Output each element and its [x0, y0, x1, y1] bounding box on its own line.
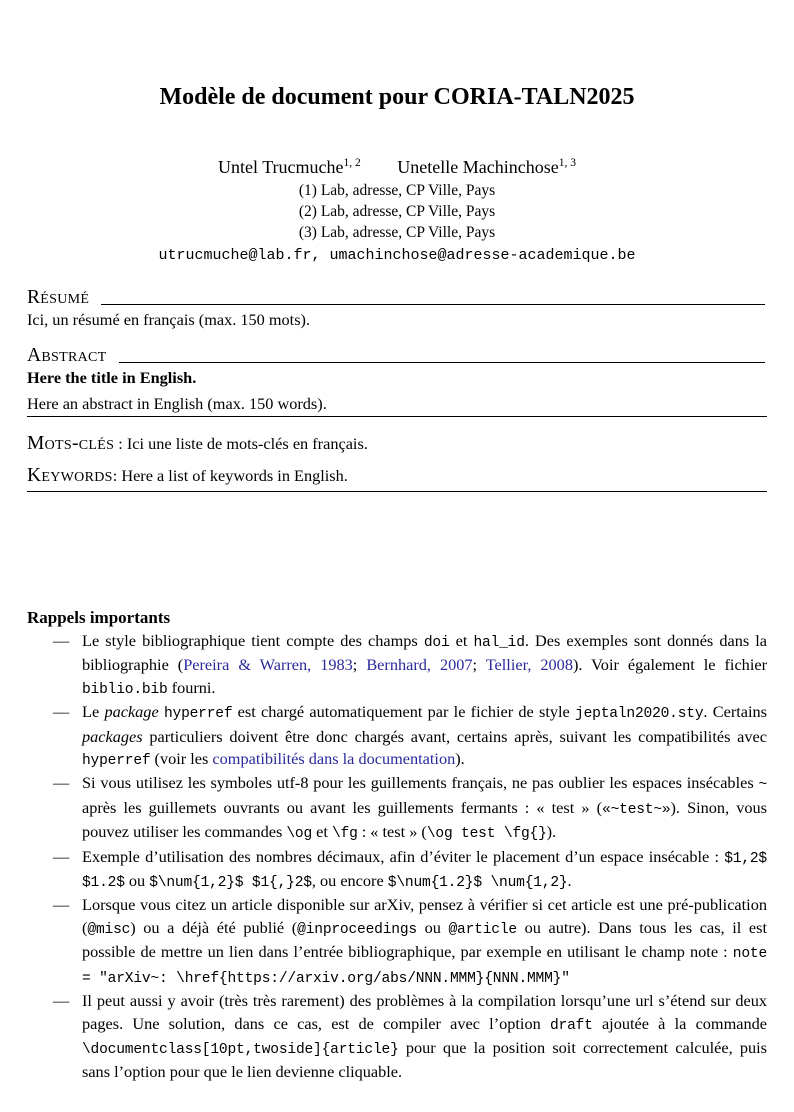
dash-bullet: —	[53, 702, 70, 722]
inline-code: $\num{1,2}$ $1{,}2$	[149, 875, 312, 892]
hyperlink[interactable]: Pereira & Warren, 1983	[183, 655, 353, 675]
list-item-text: Si vous utilisez les symboles utf-8 pour les guillements français, ne pas oublier les espaces insécables ~ après les guillemets ouvrants ou avant les guillements fermants : « test » («~test~»). Sinon, vous pouvez utiliser les commandes \og et \fg : « test » (\og test \fg{}).	[82, 773, 768, 843]
list-item	[27, 894, 767, 990]
hyperlink[interactable]: Bernhard, 2007	[366, 655, 473, 675]
affiliation-1: (1) Lab, adresse, CP Ville, Pays	[298, 182, 496, 199]
inline-code: @inproceedings	[297, 921, 417, 938]
abstract-heading: Abstract	[27, 345, 107, 366]
abstract-text: Here an abstract in English (max. 150 words).	[27, 393, 767, 417]
keywords-text: Here a list of keywords in English.	[121, 466, 348, 485]
list-item	[27, 630, 767, 701]
inline-code: @article	[448, 921, 517, 938]
affiliation-2: (2) Lab, adresse, CP Ville, Pays	[298, 203, 496, 220]
list-item-text: Il peut aussi y avoir (très très rarement) des problèmes à la compilation lorsqu’une url s’étend sur deux pages. Une solution, dans ce cas, est de compiler avec l’option draft ajoutée à la commande \documentclass[10pt,twoside]{article} pour que la position soit correctement calculée, puis sans l’option pour que le lien devienne cliquable.	[82, 991, 767, 1082]
author-1	[218, 157, 361, 177]
dash-bullet: —	[53, 895, 70, 915]
keywords-line	[27, 464, 767, 492]
list-item	[27, 772, 767, 845]
list-item-text: Le style bibliographique tient compte des champs doi et hal_id. Des exemples sont donnés dans la bibliographie (Pereira & Warren, 1983; Bernhard, 2007; Tellier, 2008). Voir également le fichier biblio.bib fourni.	[82, 631, 768, 698]
inline-code: «~test~»	[602, 801, 671, 818]
dash-bullet: —	[53, 991, 70, 1011]
list-item	[27, 701, 767, 772]
inline-code: hal_id	[473, 635, 525, 651]
list-item-text: Lorsque vous citez un article disponible sur arXiv, pensez à vérifier si cet article est une pré-publication (@misc) ou a déjà été publié (@inproceedings ou @article ou autre). Dans tous les cas, il est possible de mettre un lien dans l’entrée bibliographique, par exemple en utilisant le champ note : note = "arXiv~: \href{https://arxiv.org/abs/NNN.MMM}{NNN.MMM}"	[82, 895, 767, 987]
dash-bullet: —	[53, 773, 70, 793]
inline-code: ~	[758, 777, 767, 794]
keywords-heading: Keywords	[27, 465, 113, 486]
author-2-name: Unetelle Machinchose	[397, 157, 559, 177]
mots-cles-line	[27, 432, 767, 456]
dash-bullet: —	[53, 846, 70, 866]
inline-code: \og	[286, 826, 313, 843]
inline-code: draft	[549, 1017, 593, 1034]
abstract-rule	[119, 362, 766, 363]
list-item	[27, 990, 767, 1084]
author-2	[397, 157, 576, 177]
inline-code: \documentclass[10pt,twoside]{article}	[82, 1041, 399, 1058]
inline-code: jeptaln2020.sty	[575, 706, 704, 723]
emphasis-text: packages	[82, 726, 143, 746]
author-1-name: Untel Trucmuche	[218, 157, 344, 177]
list-item	[27, 846, 767, 895]
inline-code: $1,2$ $1.2$	[82, 850, 767, 892]
hyperlink[interactable]: Tellier, 2008	[485, 655, 573, 675]
inline-code: doi	[423, 635, 450, 651]
inline-code: hyperref	[82, 753, 151, 770]
author-1-affiliation-marks: 1, 2	[343, 157, 361, 169]
affiliation-3: (3) Lab, adresse, CP Ville, Pays	[298, 224, 496, 241]
list-item-text: Exemple d’utilisation des nombres décimaux, afin d’éviter le placement d’un espace insécable : $1,2$ $1.2$ ou $\num{1,2}$ $1{,}2$, ou encore $\num{1.2}$ \num{1,2}.	[82, 846, 767, 892]
emphasis-text: package	[104, 702, 159, 722]
resume-heading: Résumé	[27, 287, 90, 308]
author-emails: utrucmuche@lab.fr, umachinchose@adresse-academique.be	[158, 247, 636, 264]
mots-cles-text: Ici une liste de mots-clés en français.	[126, 434, 368, 453]
inline-code: note = "arXiv~: \href{https://arxiv.org/abs/NNN.MMM}{NNN.MMM}"	[82, 946, 767, 987]
inline-code: \fg	[331, 826, 358, 843]
resume-heading-row	[27, 287, 767, 309]
affiliations-block	[27, 180, 767, 243]
mots-cles-heading: Mots-clés	[27, 433, 115, 454]
inline-code: \og test \fg{}	[426, 826, 547, 843]
english-title: Here the title in English.	[27, 368, 197, 387]
resume-rule	[101, 304, 765, 305]
author-2-affiliation-marks: 1, 3	[558, 157, 576, 169]
hyperlink[interactable]: compatibilités dans la documentation	[212, 749, 456, 769]
inline-code: hyperref	[163, 706, 233, 723]
list-item-text: Le package hyperref est chargé automatiquement par le fichier de style jeptaln2020.sty. Certains packages particuliers doivent être donc chargés avant, certains après, suivant les compatibilités avec hyperref (voir les compatibilités dans la documentation).	[82, 702, 768, 770]
reminders-heading: Rappels importants	[27, 608, 171, 627]
page-title: Modèle de document pour CORIA-TALN2025	[159, 84, 635, 110]
authors-line	[27, 155, 767, 179]
inline-code: biblio.bib	[82, 681, 168, 698]
reminders-list	[27, 630, 767, 1084]
keywords-separator: :	[112, 466, 122, 485]
inline-code: @misc	[87, 921, 131, 938]
abstract-heading-row	[27, 345, 767, 367]
mots-cles-separator: :	[114, 434, 127, 453]
resume-text: Ici, un résumé en français (max. 150 mots).	[27, 310, 311, 329]
inline-code: $\num{1.2}$ \num{1,2}	[387, 875, 568, 892]
dash-bullet: —	[53, 631, 70, 650]
